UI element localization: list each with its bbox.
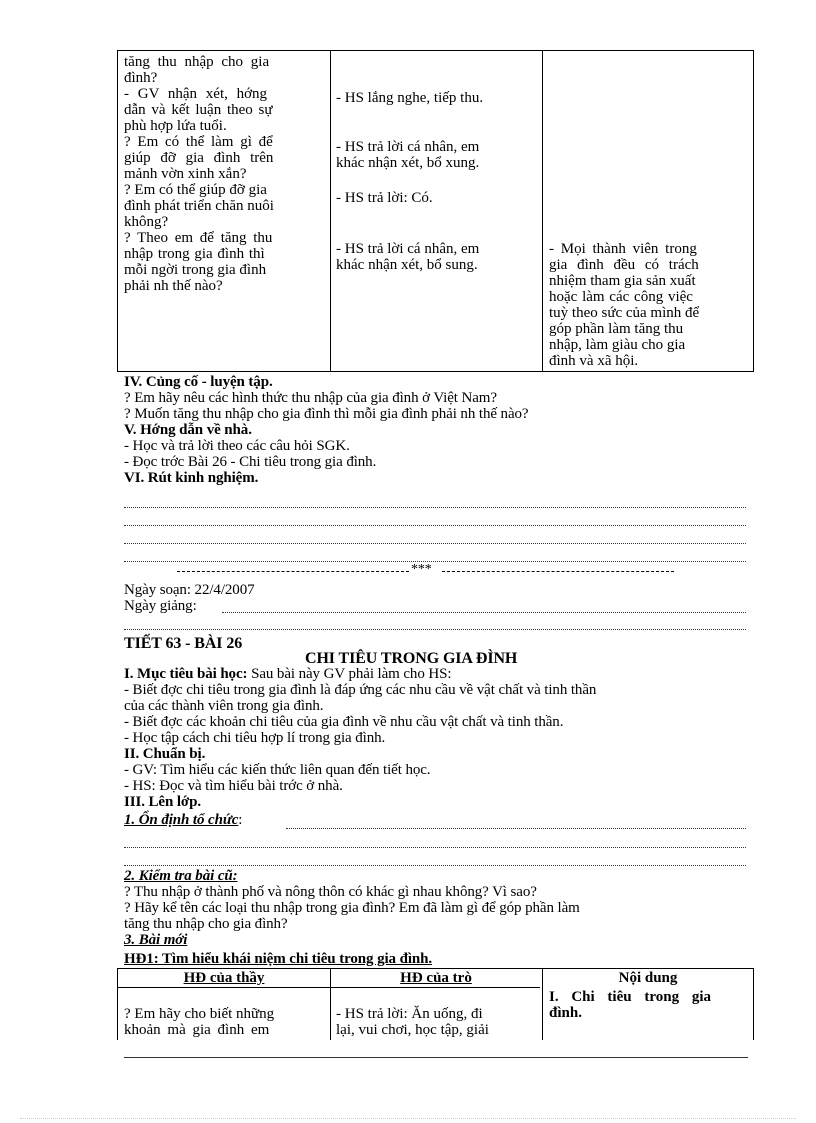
question-line: ? Thu nhập ở thành phố và nông thôn có khác gì nhau không? Vì sao? bbox=[124, 884, 537, 900]
table-text: góp phần làm tăng thu bbox=[549, 321, 684, 337]
table-text: tuỳ theo sức của mình để bbox=[549, 305, 700, 321]
student-activity-cell bbox=[336, 139, 536, 171]
table-text: gia đình đều có trách bbox=[549, 257, 699, 273]
table-text: dẫn và kết luận theo sự bbox=[124, 102, 273, 118]
table-text: - HS lắng nghe, tiếp thu. bbox=[336, 90, 484, 106]
text-line: - Đọc trớc Bài 26 - Chi tiêu trong gia đình. bbox=[124, 454, 377, 470]
table-text: - HS trả lời: Ăn uống, đi bbox=[336, 1006, 483, 1022]
table-text: đình và xã hội. bbox=[549, 353, 639, 369]
table-text: - GV nhận xét, hớng bbox=[124, 86, 268, 102]
teaching-date-label: Ngày giảng: bbox=[124, 598, 197, 614]
section-heading: IV. Củng cố - luyện tập. bbox=[124, 374, 273, 390]
dotted-fill-line bbox=[222, 598, 746, 613]
content-cell bbox=[549, 241, 749, 369]
dotted-fill-line bbox=[124, 832, 746, 848]
activity-heading: HĐ1: Tìm hiểu khái niệm chi tiêu trong gia đình. bbox=[124, 951, 433, 967]
table-text: lại, vui chơi, học tập, giải bbox=[336, 1022, 489, 1038]
student-activity-cell bbox=[336, 190, 536, 206]
lesson-number: TIẾT 63 - BÀI 26 bbox=[124, 635, 243, 652]
question-line: ? Hãy kể tên các loại thu nhập trong gia đình? Em đã làm gì để góp phần làm bbox=[124, 900, 580, 916]
separator-stars: *** bbox=[411, 562, 432, 577]
dotted-fill-line bbox=[124, 510, 746, 526]
table-text: - Mọi thành viên trong bbox=[549, 241, 697, 257]
table-text: tăng thu nhập cho gia bbox=[124, 54, 270, 70]
student-activity-cell bbox=[336, 90, 536, 106]
table-text: - HS trả lời cá nhân, em bbox=[336, 241, 480, 257]
dotted-fill-line bbox=[286, 814, 746, 829]
table-text: phải nh thế nào? bbox=[124, 278, 223, 294]
table-text: - HS trả lời: Có. bbox=[336, 190, 433, 206]
table-header: HĐ của thầy bbox=[183, 970, 265, 986]
table-text: hoặc làm các công việc bbox=[549, 289, 693, 305]
page-edge-dots bbox=[20, 1118, 796, 1119]
activity-table-continued bbox=[117, 50, 754, 372]
table-text: khác nhận xét, bổ sung. bbox=[336, 257, 478, 273]
table-text: ? Theo em để tăng thu bbox=[124, 230, 273, 246]
table-text: ? Em hãy cho biết những bbox=[124, 1006, 275, 1022]
table-header: Nội dung bbox=[618, 970, 678, 986]
text-line: - HS: Đọc và tìm hiểu bài trớc ở nhà. bbox=[124, 778, 343, 794]
table-header-rule bbox=[118, 987, 540, 988]
section-heading: I. Mục tiêu bài học: bbox=[124, 666, 248, 682]
section-heading: II. Chuẩn bị. bbox=[124, 746, 206, 762]
dotted-fill-line bbox=[124, 850, 746, 866]
table-text: đình? bbox=[124, 70, 158, 86]
table-text: - HS trả lời cá nhân, em bbox=[336, 139, 480, 155]
teacher-activity-cell bbox=[124, 54, 324, 294]
section-heading: V. Hớng dẫn về nhà. bbox=[124, 422, 252, 438]
table-text: đình phát triển chăn nuôi bbox=[124, 198, 274, 214]
lesson-title: CHI TIÊU TRONG GIA ĐÌNH bbox=[305, 650, 518, 667]
subsection-heading: 3. Bài mới bbox=[124, 932, 188, 948]
table-text: khoản mà gia đình em bbox=[124, 1022, 270, 1038]
subsection-heading: 1. Ổn định tổ chức bbox=[124, 812, 239, 828]
text-line: - Học tập cách chi tiêu hợp lí trong gia đình. bbox=[124, 730, 386, 746]
table-divider bbox=[542, 51, 543, 371]
table-text: nhiệm tham gia sản xuất bbox=[549, 273, 696, 289]
subsection-heading: 2. Kiểm tra bài cũ: bbox=[124, 868, 238, 884]
table-text: I. Chi tiêu trong gia bbox=[549, 989, 711, 1005]
text-line: - Biết đợc chi tiêu trong gia đình là đáp ứng các nhu cầu về vật chất và tinh thần bbox=[124, 682, 597, 698]
section-heading: VI. Rút kinh nghiệm. bbox=[124, 470, 259, 486]
dotted-fill-line bbox=[124, 546, 746, 562]
dotted-fill-line bbox=[124, 492, 746, 508]
content-cell bbox=[549, 989, 749, 1021]
question-line: tăng thu nhập cho gia đình? bbox=[124, 916, 288, 932]
table-text: không? bbox=[124, 214, 169, 230]
separator-dash bbox=[442, 571, 674, 572]
table-text: khác nhận xét, bổ xung. bbox=[336, 155, 480, 171]
activity-table bbox=[117, 968, 754, 1040]
student-activity-cell bbox=[336, 241, 536, 273]
question-line: ? Em hãy nêu các hình thức thu nhập của gia đình ở Việt Nam? bbox=[124, 390, 497, 406]
table-text: ? Em có thể làm gì để bbox=[124, 134, 273, 150]
table-text: mảnh vờn xinh xắn? bbox=[124, 166, 247, 182]
subsection-line bbox=[124, 812, 242, 828]
objectives-line bbox=[124, 666, 451, 682]
text-line: - GV: Tìm hiểu các kiến thức liên quan đến tiết học. bbox=[124, 762, 431, 778]
table-text: nhập trong gia đình thì bbox=[124, 246, 265, 262]
teacher-activity-cell bbox=[124, 1006, 324, 1038]
page-bottom-rule bbox=[124, 1057, 748, 1058]
text-line: - Biết đợc các khoản chi tiêu của gia đình về nhu cầu vật chất và tinh thần. bbox=[124, 714, 564, 730]
question-line: ? Muốn tăng thu nhập cho gia đình thì mỗi gia đình phải nh thế nào? bbox=[124, 406, 529, 422]
table-text: nhập, làm giàu cho gia bbox=[549, 337, 686, 353]
table-text: mỗi ngời trong gia đình bbox=[124, 262, 267, 278]
preparation-date: Ngày soạn: 22/4/2007 bbox=[124, 582, 255, 598]
table-text: ? Em có thể giúp đỡ gia bbox=[124, 182, 267, 198]
dotted-fill-line bbox=[124, 614, 746, 630]
table-text: phù hợp lứa tuổi. bbox=[124, 118, 227, 134]
text-line: của các thành viên trong gia đình. bbox=[124, 698, 324, 714]
section-heading: III. Lên lớp. bbox=[124, 794, 202, 810]
dotted-fill-line bbox=[124, 528, 746, 544]
table-divider bbox=[330, 51, 331, 371]
table-text: đình. bbox=[549, 1005, 582, 1021]
objectives-intro: Sau bài này GV phải làm cho HS: bbox=[251, 666, 452, 682]
table-text: giúp đỡ gia đình trên bbox=[124, 150, 274, 166]
table-header: HĐ của trò bbox=[400, 970, 472, 986]
student-activity-cell bbox=[336, 1006, 536, 1038]
text-line: - Học và trả lời theo các câu hỏi SGK. bbox=[124, 438, 350, 454]
separator-dash bbox=[177, 571, 409, 572]
colon: : bbox=[238, 812, 243, 828]
